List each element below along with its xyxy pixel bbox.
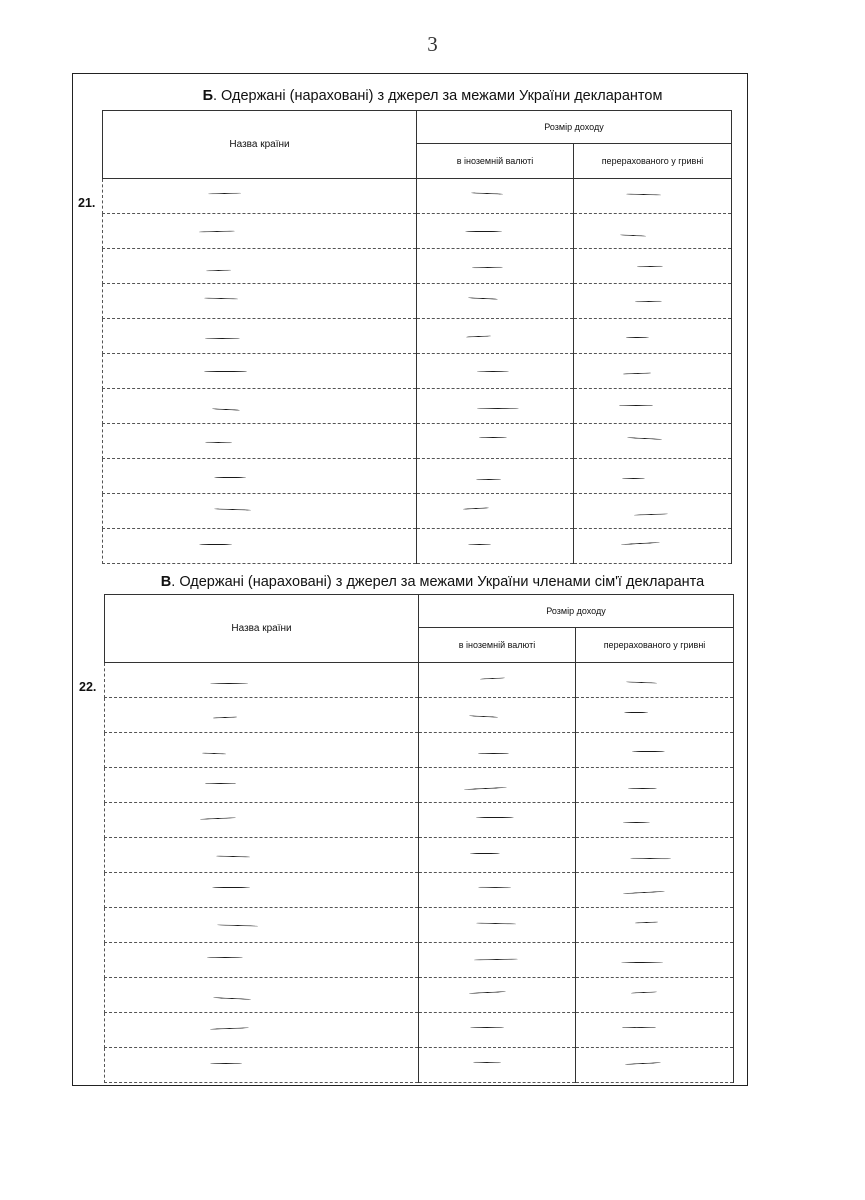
redaction-stroke — [635, 921, 658, 923]
table-row — [105, 943, 734, 978]
section-b-title — [0, 88, 865, 104]
redaction-stroke — [619, 405, 653, 407]
converted-uah-cell — [576, 663, 734, 698]
redaction-stroke — [216, 855, 250, 857]
header-foreign-currency: в іноземній валюті — [419, 628, 576, 663]
redaction-stroke — [477, 371, 509, 372]
redaction-stroke — [217, 924, 258, 926]
foreign-currency-cell — [417, 214, 574, 249]
country-cell — [105, 663, 419, 698]
table-row — [105, 838, 734, 873]
table-row — [105, 978, 734, 1013]
foreign-currency-cell — [419, 838, 576, 873]
country-cell — [105, 1048, 419, 1083]
redaction-stroke — [478, 887, 511, 889]
country-cell — [103, 494, 417, 529]
page-number: 3 — [427, 32, 438, 56]
table-row — [103, 214, 732, 249]
table-row — [103, 354, 732, 389]
foreign-currency-cell — [419, 663, 576, 698]
table-row — [103, 179, 732, 214]
redaction-stroke — [199, 544, 232, 545]
country-cell — [105, 803, 419, 838]
redaction-stroke — [473, 1062, 501, 1064]
country-cell — [103, 424, 417, 459]
converted-uah-cell — [574, 529, 732, 564]
table-row — [105, 733, 734, 768]
table-row — [105, 1013, 734, 1048]
country-cell — [105, 1013, 419, 1048]
table-row — [105, 803, 734, 838]
converted-uah-cell — [576, 838, 734, 873]
country-cell — [103, 179, 417, 214]
country-cell — [103, 389, 417, 424]
redaction-stroke — [472, 267, 503, 269]
redaction-stroke — [205, 338, 240, 340]
converted-uah-cell — [574, 494, 732, 529]
redaction-stroke — [468, 297, 498, 299]
converted-uah-cell — [574, 389, 732, 424]
redaction-stroke — [620, 234, 646, 236]
country-cell — [103, 319, 417, 354]
redaction-stroke — [199, 230, 235, 232]
country-cell — [105, 698, 419, 733]
table-row — [103, 249, 732, 284]
redaction-stroke — [210, 683, 248, 684]
redaction-stroke — [213, 716, 237, 718]
redaction-stroke — [478, 753, 509, 754]
redaction-stroke — [626, 337, 649, 338]
header-income-size: Розмір доходу — [417, 111, 732, 144]
header-converted-uah: перерахованого у гривні — [576, 628, 734, 663]
country-cell — [105, 768, 419, 803]
redaction-stroke — [474, 959, 518, 961]
converted-uah-cell — [576, 733, 734, 768]
redaction-stroke — [200, 817, 236, 820]
redaction-stroke — [470, 1027, 504, 1028]
redaction-stroke — [214, 477, 246, 478]
country-cell — [105, 733, 419, 768]
foreign-currency-cell — [419, 733, 576, 768]
country-cell — [103, 529, 417, 564]
converted-uah-cell — [576, 1048, 734, 1083]
redaction-stroke — [212, 887, 250, 888]
converted-uah-cell — [576, 978, 734, 1013]
redaction-stroke — [623, 372, 651, 374]
table-row — [105, 698, 734, 733]
section-b-row-number: 21. — [78, 196, 96, 210]
redaction-stroke — [210, 1027, 249, 1029]
header-converted-uah: перерахованого у гривні — [574, 144, 732, 179]
redaction-stroke — [205, 442, 232, 444]
redaction-stroke — [204, 298, 238, 300]
country-cell — [103, 354, 417, 389]
redaction-stroke — [630, 858, 671, 860]
country-cell — [103, 284, 417, 319]
redaction-stroke — [205, 783, 236, 785]
redaction-stroke — [621, 542, 660, 545]
foreign-currency-cell — [417, 179, 574, 214]
redaction-stroke — [621, 962, 663, 963]
redaction-stroke — [634, 513, 668, 515]
redaction-stroke — [480, 677, 505, 679]
foreign-currency-cell — [419, 768, 576, 803]
converted-uah-cell — [576, 943, 734, 978]
redaction-stroke — [210, 1063, 242, 1064]
section-v-title — [0, 574, 865, 590]
redaction-stroke — [470, 853, 500, 854]
foreign-currency-cell — [419, 803, 576, 838]
converted-uah-cell — [576, 1013, 734, 1048]
redaction-stroke — [213, 997, 251, 1000]
foreign-currency-cell — [417, 459, 574, 494]
converted-uah-cell — [576, 803, 734, 838]
foreign-currency-cell — [419, 943, 576, 978]
country-cell — [105, 838, 419, 873]
converted-uah-cell — [576, 768, 734, 803]
table-row — [103, 284, 732, 319]
country-cell — [105, 943, 419, 978]
section-v-table — [104, 594, 734, 1083]
redaction-stroke — [207, 957, 243, 958]
redaction-stroke — [625, 1062, 661, 1065]
converted-uah-cell — [576, 873, 734, 908]
foreign-currency-cell — [419, 908, 576, 943]
section-b-title-text: . Одержані (нараховані) з джерел за межами України декларантом — [213, 88, 663, 104]
table-row — [103, 319, 732, 354]
section-v-title-text: . Одержані (нараховані) з джерел за межами України членами сім'ї декларанта — [171, 574, 705, 590]
country-cell — [103, 214, 417, 249]
foreign-currency-cell — [419, 1048, 576, 1083]
foreign-currency-cell — [417, 249, 574, 284]
redaction-stroke — [469, 991, 506, 994]
header-income-size: Розмір доходу — [419, 595, 734, 628]
redaction-stroke — [632, 751, 665, 752]
header-country: Назва країни — [103, 111, 417, 179]
redaction-stroke — [635, 301, 662, 303]
redaction-stroke — [208, 193, 241, 195]
converted-uah-cell — [574, 354, 732, 389]
table-row — [103, 459, 732, 494]
converted-uah-cell — [574, 179, 732, 214]
foreign-currency-cell — [417, 494, 574, 529]
redaction-stroke — [468, 544, 491, 545]
converted-uah-cell — [574, 249, 732, 284]
redaction-stroke — [626, 193, 661, 195]
redaction-stroke — [212, 408, 240, 410]
section-b-table — [102, 110, 732, 564]
redaction-stroke — [627, 437, 662, 440]
country-cell — [103, 459, 417, 494]
redaction-stroke — [466, 335, 491, 337]
converted-uah-cell — [574, 424, 732, 459]
section-b-letter: Б — [202, 88, 213, 104]
country-cell — [105, 908, 419, 943]
redaction-stroke — [476, 817, 514, 818]
converted-uah-cell — [574, 214, 732, 249]
table-row — [103, 424, 732, 459]
header-foreign-currency: в іноземній валюті — [417, 144, 574, 179]
redaction-stroke — [624, 712, 648, 713]
foreign-currency-cell — [419, 873, 576, 908]
converted-uah-cell — [576, 908, 734, 943]
section-v-letter: В — [160, 574, 172, 590]
foreign-currency-cell — [419, 978, 576, 1013]
table-row — [103, 494, 732, 529]
redaction-stroke — [464, 787, 507, 790]
country-cell — [103, 249, 417, 284]
redaction-stroke — [206, 270, 231, 272]
foreign-currency-cell — [419, 698, 576, 733]
foreign-currency-cell — [417, 529, 574, 564]
table-row — [103, 529, 732, 564]
table-row — [105, 768, 734, 803]
converted-uah-cell — [574, 319, 732, 354]
foreign-currency-cell — [417, 284, 574, 319]
redaction-stroke — [204, 371, 247, 372]
header-country: Назва країни — [105, 595, 419, 663]
country-cell — [105, 978, 419, 1013]
redaction-stroke — [469, 715, 498, 717]
redaction-stroke — [622, 478, 645, 479]
redaction-stroke — [631, 991, 657, 993]
converted-uah-cell — [576, 698, 734, 733]
redaction-stroke — [214, 508, 251, 510]
redaction-stroke — [477, 408, 519, 410]
table-row — [103, 389, 732, 424]
table-row — [105, 908, 734, 943]
redaction-stroke — [637, 266, 663, 268]
redaction-stroke — [476, 479, 501, 481]
table-row — [105, 663, 734, 698]
redaction-stroke — [471, 192, 503, 194]
foreign-currency-cell — [417, 354, 574, 389]
foreign-currency-cell — [417, 389, 574, 424]
foreign-currency-cell — [419, 1013, 576, 1048]
redaction-stroke — [465, 231, 502, 232]
redaction-stroke — [463, 507, 489, 509]
redaction-stroke — [202, 753, 226, 755]
converted-uah-cell — [574, 459, 732, 494]
redaction-stroke — [623, 822, 650, 823]
foreign-currency-cell — [417, 424, 574, 459]
redaction-stroke — [476, 923, 516, 925]
section-v-row-number: 22. — [79, 680, 97, 694]
country-cell — [105, 873, 419, 908]
redaction-stroke — [623, 891, 665, 894]
table-row — [105, 873, 734, 908]
redaction-stroke — [622, 1027, 656, 1029]
redaction-stroke — [479, 437, 507, 438]
table-row — [105, 1048, 734, 1083]
foreign-currency-cell — [417, 319, 574, 354]
redaction-stroke — [628, 788, 657, 789]
converted-uah-cell — [574, 284, 732, 319]
redaction-stroke — [626, 681, 657, 683]
